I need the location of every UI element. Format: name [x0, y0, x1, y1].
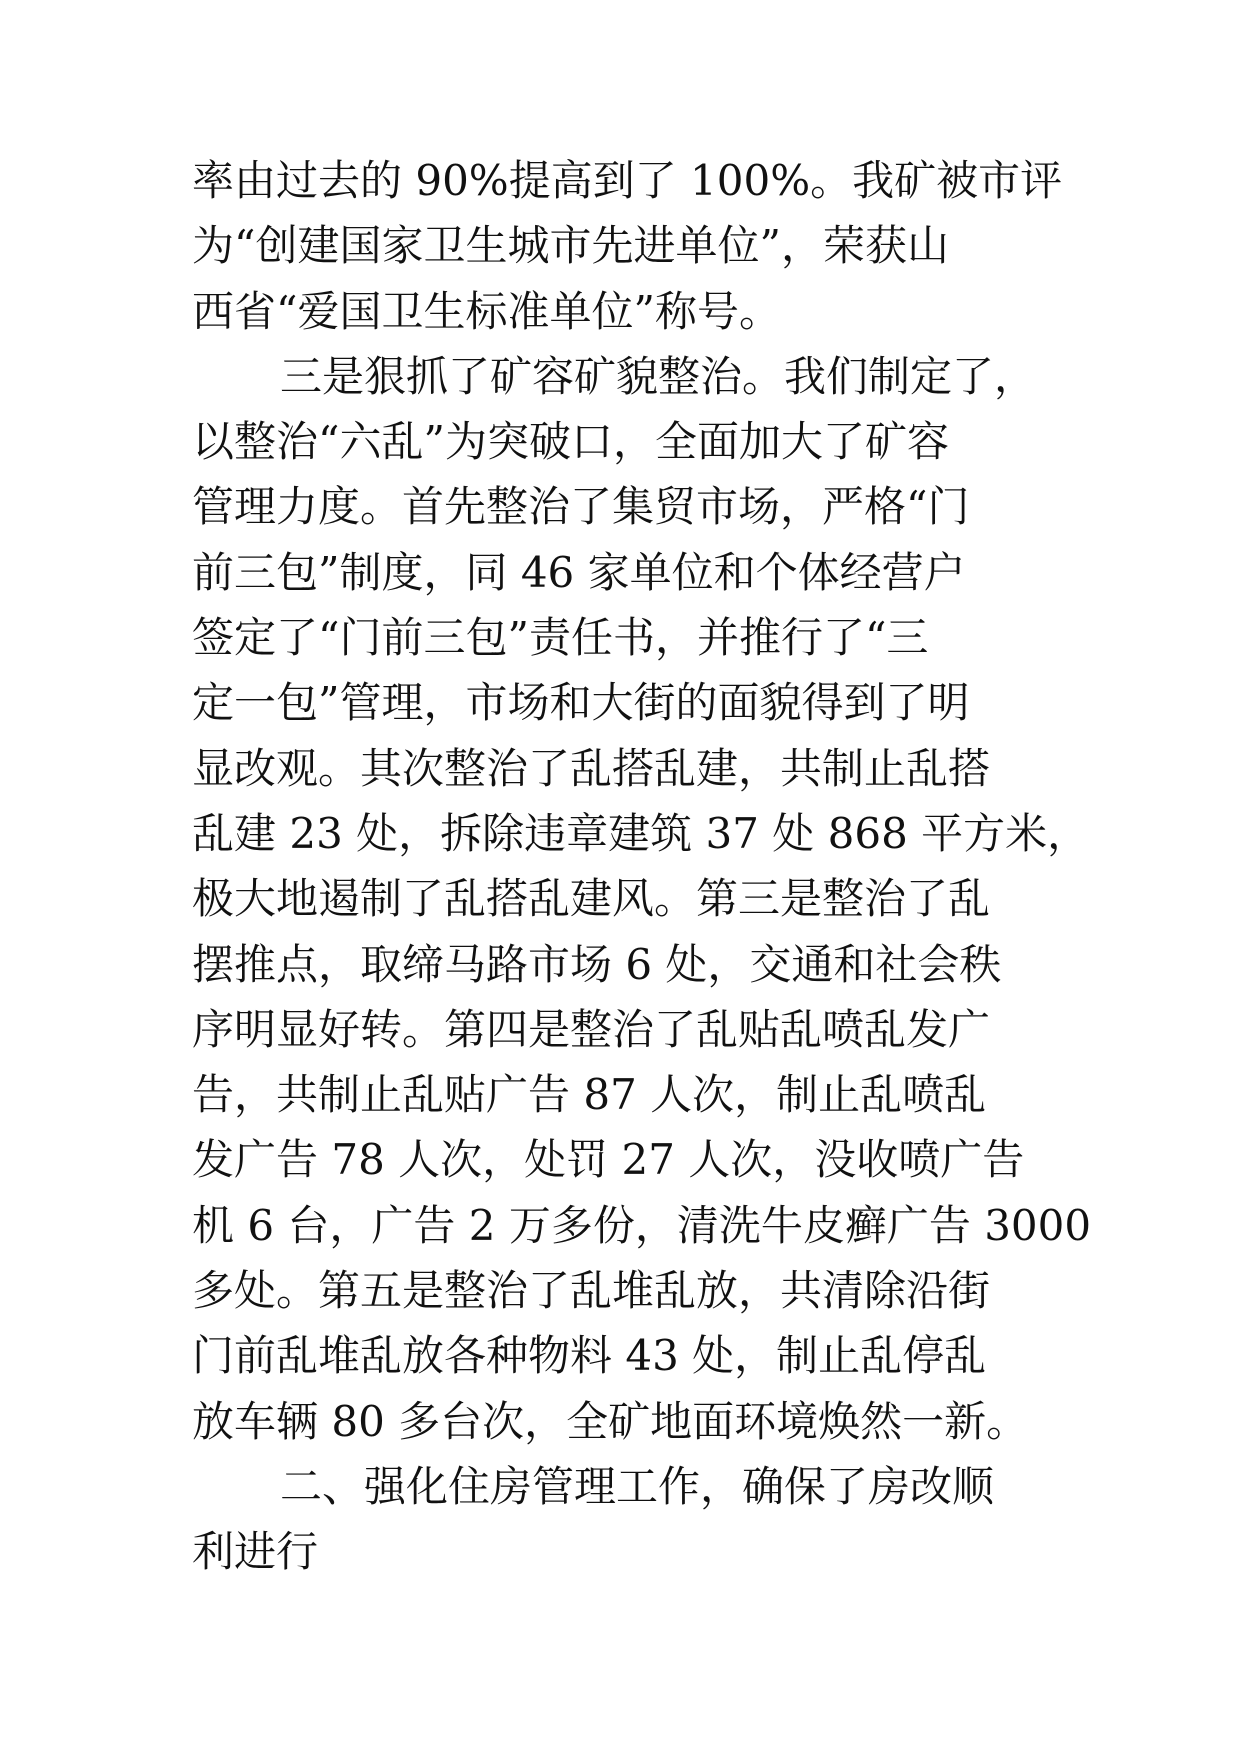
- text-line: 为“创建国家卫生城市先进单位”，荣获山: [192, 221, 949, 271]
- body-text: [192, 148, 1092, 1585]
- text-line: 前三包”制度，同 46 家单位和个体经营户: [192, 547, 966, 597]
- text-line: 多处。第五是整治了乱堆乱放，共清除沿街: [192, 1266, 991, 1316]
- text-line: 显改观。其次整治了乱搭乱建，共制止乱搭: [192, 743, 991, 793]
- text-line: 发广告 78 人次，处罚 27 人次，没收喷广告: [192, 1135, 1025, 1185]
- text-line: 率由过去的 90%提高到了 100%。我矿被市评: [192, 156, 1063, 205]
- text-line: 管理力度。首先整治了集贸市场，严格“门: [192, 482, 970, 532]
- text-line: 乱建 23 处，拆除违章建筑 37 处 868 平方米，: [192, 808, 1090, 858]
- section-heading-line: 利进行: [192, 1527, 319, 1577]
- text-line: 摆推点，取缔马路市场 6 处，交通和社会秩: [192, 939, 1002, 989]
- text-line: 极大地遏制了乱搭乱建风。第三是整治了乱: [192, 874, 991, 924]
- text-line: 西省“爱国卫生标准单位”称号。: [192, 286, 781, 336]
- text-line: 放车辆 80 多台次，全矿地面环境焕然一新。: [192, 1396, 1029, 1446]
- text-line: 告，共制止乱贴广告 87 人次，制止乱喷乱: [192, 1070, 987, 1120]
- paragraph-start-line: 三是狠抓了矿容矿貌整治。我们制定了，: [280, 351, 1037, 401]
- text-line: 以整治“六乱”为突破口，全面加大了矿容: [192, 417, 949, 467]
- text-line: 序明显好转。第四是整治了乱贴乱喷乱发广: [192, 1004, 991, 1054]
- section-heading-line: 二、强化住房管理工作，确保了房改顺: [280, 1461, 995, 1511]
- text-line: 签定了“门前三包”责任书，并推行了“三: [192, 613, 929, 663]
- text-line: 门前乱堆乱放各种物料 43 处，制止乱停乱: [192, 1331, 987, 1381]
- text-line: 定一包”管理，市场和大街的面貌得到了明: [192, 678, 970, 728]
- text-line: 机 6 台，广告 2 万多份，清洗牛皮癣广告 3000: [192, 1200, 1092, 1250]
